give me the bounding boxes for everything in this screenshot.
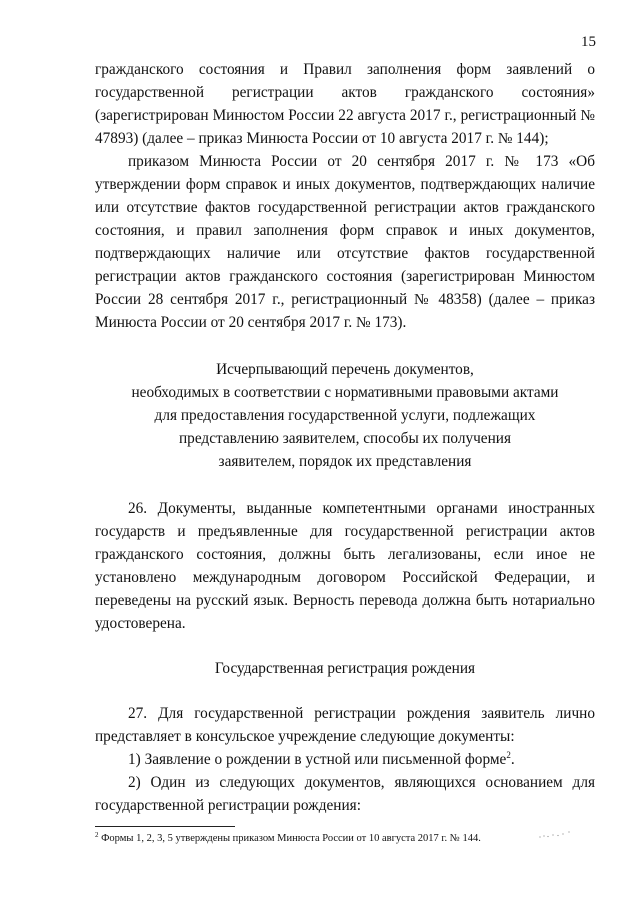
footnote-marker: 2 [95,831,99,839]
paragraph-26: 26. Документы, выданные компетентными органами иностранных государств и предъявленные для государственной регистрации актов гражданского состояния, должны быть легализованы, если иное не установлено международным договором Российской Федерации, и переведены на русский язык. Верность перевода должна быть нотариально удостоверена. [95,500,595,632]
section-heading-line: представлению заявителем, способы их получения [178,430,512,447]
subheading-birth-registration: Государственная регистрация рождения [214,660,476,677]
footnote [95,832,525,845]
intro-paragraph-continuation: гражданского состояния и Правил заполнения форм заявлений о государственной регистрации актов гражданского состояния» (зарегистрирован Минюстом России 22 августа 2017 г., регистрационный № 47893) (далее – приказ Минюста России от 10 августа 2017 г. № 144); [95,61,595,147]
list-item-2: 2) Один из следующих документов, являющихся основанием для государственной регистрации рождения: [95,774,595,814]
list-item-1-end: . [510,751,515,768]
footnote-text: Формы 1, 2, 3, 5 утверждены приказом Минюста России от 10 августа 2017 г. № 144. [98,833,481,844]
document-body [95,58,595,817]
section-heading-line: заявителем, порядок их представления [218,453,472,470]
scan-artifact-mark [538,830,572,840]
list-item-1 [95,748,595,771]
section-heading-line: Исчерпывающий перечень документов, [216,361,474,378]
section-heading-line: для предоставления государственной услуги, подлежащих [154,407,536,424]
paragraph-27: 27. Для государственной регистрации рождения заявитель лично представляет в консульское учреждение следующие документы: [95,705,595,745]
intro-paragraph-order-173: приказом Минюста России от 20 сентября 2017 г. № 173 «Об утверждении форм справок и иных документов, подтверждающих наличие или отсутствие фактов государственной регистрации актов гражданского состояния, и правил заполнения форм справок и иных документов, подтверждающих наличие или отсутствие фактов государственной регистрации актов гражданского состояния (зарегистрирован Минюстом России 28 сентября 2017 г., регистрационный № 48358) (далее – приказ Минюста России от 20 сентября 2017 г. № 173). [95,153,595,331]
section-heading-line: необходимых в соответствии с нормативными правовыми актами [131,384,559,401]
list-item-1-text: 1) Заявление о рождении в устной или письменной форме [128,751,507,768]
section-heading [95,358,595,473]
footnote-reference: 2 [506,750,511,760]
footnote-divider [95,826,235,827]
page-number: 15 [581,34,596,50]
